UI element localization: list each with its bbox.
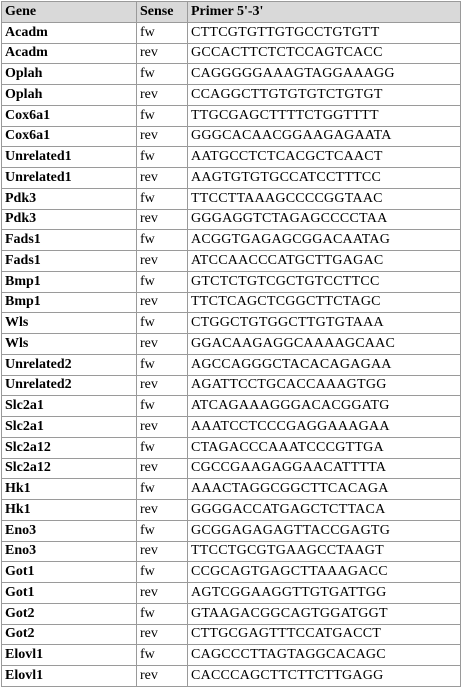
sense-cell: fw — [137, 520, 188, 541]
gene-cell: Unrelated2 — [2, 375, 137, 396]
sense-cell: fw — [137, 354, 188, 375]
primer-sequence-cell: ACGGTGAGAGCGGACAATAG — [188, 230, 461, 251]
gene-cell: Pdk3 — [2, 209, 137, 230]
sense-cell: rev — [137, 458, 188, 479]
primer-sequence-cell: GTAAGACGGCAGTGGATGGT — [188, 603, 461, 624]
primer-sequence-cell: GGGCACAACGGAAGAGAATA — [188, 126, 461, 147]
gene-cell: Oplah — [2, 85, 137, 106]
primer-sequence-cell: ATCAGAAAGGGACACGGATG — [188, 396, 461, 417]
gene-cell: Bmp1 — [2, 271, 137, 292]
gene-cell: Bmp1 — [2, 292, 137, 313]
table-row — [2, 292, 461, 313]
table-row — [2, 583, 461, 604]
sense-cell: fw — [137, 105, 188, 126]
gene-cell: Eno3 — [2, 520, 137, 541]
sense-cell: fw — [137, 562, 188, 583]
gene-cell: Cox6a1 — [2, 105, 137, 126]
gene-cell: Acadm — [2, 22, 137, 43]
sense-cell: fw — [137, 396, 188, 417]
primer-sequence-cell: CCAGGCTTGTGTGTCTGTGT — [188, 85, 461, 106]
primer-sequence-cell: GCGGAGAGAGTTACCGAGTG — [188, 520, 461, 541]
primer-sequence-cell: GGGGACCATGAGCTCTTACA — [188, 500, 461, 521]
primer-sequence-cell: AGCCAGGGCTACACAGAGAA — [188, 354, 461, 375]
gene-cell: Got1 — [2, 583, 137, 604]
sense-cell: rev — [137, 85, 188, 106]
gene-cell: Unrelated1 — [2, 168, 137, 189]
table-row — [2, 645, 461, 666]
sense-cell: rev — [137, 334, 188, 355]
sense-cell: fw — [137, 313, 188, 334]
primer-table — [1, 1, 461, 687]
sense-cell: fw — [137, 230, 188, 251]
sense-cell: fw — [137, 22, 188, 43]
table-row — [2, 251, 461, 272]
table-row — [2, 188, 461, 209]
table-row — [2, 126, 461, 147]
gene-cell: Acadm — [2, 43, 137, 64]
sense-cell: fw — [137, 603, 188, 624]
header-primer: Primer 5'-3' — [188, 2, 461, 23]
sense-cell: rev — [137, 168, 188, 189]
primer-sequence-cell: CAGGGGGAAAGTAGGAAAGG — [188, 64, 461, 85]
gene-cell: Unrelated1 — [2, 147, 137, 168]
primer-sequence-cell: GGGAGGTCTAGAGCCCCTAA — [188, 209, 461, 230]
table-row — [2, 85, 461, 106]
table-row — [2, 230, 461, 251]
sense-cell: fw — [137, 437, 188, 458]
table-row — [2, 334, 461, 355]
sense-cell: rev — [137, 375, 188, 396]
primer-sequence-cell: CACCCAGCTTCTTCTTGAGG — [188, 666, 461, 687]
sense-cell: rev — [137, 43, 188, 64]
table-header — [2, 2, 461, 23]
table-row — [2, 520, 461, 541]
sense-cell: rev — [137, 666, 188, 687]
gene-cell: Slc2a1 — [2, 417, 137, 438]
table-row — [2, 354, 461, 375]
sense-cell: rev — [137, 583, 188, 604]
sense-cell: rev — [137, 251, 188, 272]
primer-sequence-cell: TTCCTTAAAGCCCCGGTAAC — [188, 188, 461, 209]
gene-cell: Hk1 — [2, 479, 137, 500]
gene-cell: Pdk3 — [2, 188, 137, 209]
primer-sequence-cell: ATCCAACCCATGCTTGAGAC — [188, 251, 461, 272]
gene-cell: Got1 — [2, 562, 137, 583]
table-row — [2, 437, 461, 458]
gene-cell: Wls — [2, 313, 137, 334]
primer-sequence-cell: TTCTCAGCTCGGCTTCTAGC — [188, 292, 461, 313]
header-sense: Sense — [137, 2, 188, 23]
primer-sequence-cell: GCCACTTCTCTCCAGTCACC — [188, 43, 461, 64]
table-row — [2, 666, 461, 687]
sense-cell: rev — [137, 541, 188, 562]
sense-cell: fw — [137, 64, 188, 85]
primer-sequence-cell: AGTCGGAAGGTTGTGATTGG — [188, 583, 461, 604]
gene-cell: Slc2a12 — [2, 458, 137, 479]
table-body — [2, 22, 461, 686]
primer-sequence-cell: CAGCCCTTAGTAGGCACAGC — [188, 645, 461, 666]
gene-cell: Hk1 — [2, 500, 137, 521]
table-row — [2, 168, 461, 189]
primer-sequence-cell: CTGGCTGTGGCTTGTGTAAA — [188, 313, 461, 334]
table-row — [2, 541, 461, 562]
table-row — [2, 271, 461, 292]
table-row — [2, 624, 461, 645]
primer-sequence-cell: AATGCCTCTCACGCTCAACT — [188, 147, 461, 168]
gene-cell: Eno3 — [2, 541, 137, 562]
table-row — [2, 500, 461, 521]
sense-cell: fw — [137, 147, 188, 168]
primer-sequence-cell: CTTCGTGTTGTGCCTGTGTT — [188, 22, 461, 43]
table-row — [2, 147, 461, 168]
primer-sequence-cell: TTCCTGCGTGAAGCCTAAGT — [188, 541, 461, 562]
table-row — [2, 43, 461, 64]
table-row — [2, 417, 461, 438]
primer-sequence-cell: AGATTCCTGCACCAAAGTGG — [188, 375, 461, 396]
gene-cell: Fads1 — [2, 230, 137, 251]
sense-cell: fw — [137, 271, 188, 292]
sense-cell: rev — [137, 500, 188, 521]
gene-cell: Slc2a12 — [2, 437, 137, 458]
primer-sequence-cell: AAGTGTGTGCCATCCTTTCC — [188, 168, 461, 189]
primer-sequence-cell: AAATCCTCCCGAGGAAAGAA — [188, 417, 461, 438]
primer-sequence-cell: CGCCGAAGAGGAACATTTTA — [188, 458, 461, 479]
sense-cell: rev — [137, 209, 188, 230]
table-row — [2, 375, 461, 396]
gene-cell: Unrelated2 — [2, 354, 137, 375]
primer-sequence-cell: CTAGACCCAAATCCCGTTGA — [188, 437, 461, 458]
sense-cell: rev — [137, 292, 188, 313]
table-row — [2, 64, 461, 85]
header-row — [2, 2, 461, 23]
sense-cell: fw — [137, 645, 188, 666]
table-row — [2, 22, 461, 43]
gene-cell: Wls — [2, 334, 137, 355]
table-row — [2, 105, 461, 126]
table-row — [2, 458, 461, 479]
table-row — [2, 479, 461, 500]
sense-cell: fw — [137, 479, 188, 500]
primer-sequence-cell: AAACTAGGCGGCTTCACAGA — [188, 479, 461, 500]
sense-cell: rev — [137, 126, 188, 147]
sense-cell: rev — [137, 624, 188, 645]
gene-cell: Oplah — [2, 64, 137, 85]
gene-cell: Slc2a1 — [2, 396, 137, 417]
gene-cell: Elovl1 — [2, 645, 137, 666]
header-gene: Gene — [2, 2, 137, 23]
sense-cell: rev — [137, 417, 188, 438]
table-row — [2, 396, 461, 417]
table-row — [2, 313, 461, 334]
primer-sequence-cell: CTTGCGAGTTTCCATGACCT — [188, 624, 461, 645]
gene-cell: Cox6a1 — [2, 126, 137, 147]
gene-cell: Got2 — [2, 603, 137, 624]
primer-sequence-cell: GGACAAGAGGCAAAAGCAAC — [188, 334, 461, 355]
table-row — [2, 209, 461, 230]
primer-sequence-cell: CCGCAGTGAGCTTAAAGACC — [188, 562, 461, 583]
sense-cell: fw — [137, 188, 188, 209]
table-row — [2, 562, 461, 583]
gene-cell: Fads1 — [2, 251, 137, 272]
gene-cell: Got2 — [2, 624, 137, 645]
gene-cell: Elovl1 — [2, 666, 137, 687]
primer-sequence-cell: GTCTCTGTCGCTGTCCTTCC — [188, 271, 461, 292]
primer-sequence-cell: TTGCGAGCTTTTCTGGTTTT — [188, 105, 461, 126]
